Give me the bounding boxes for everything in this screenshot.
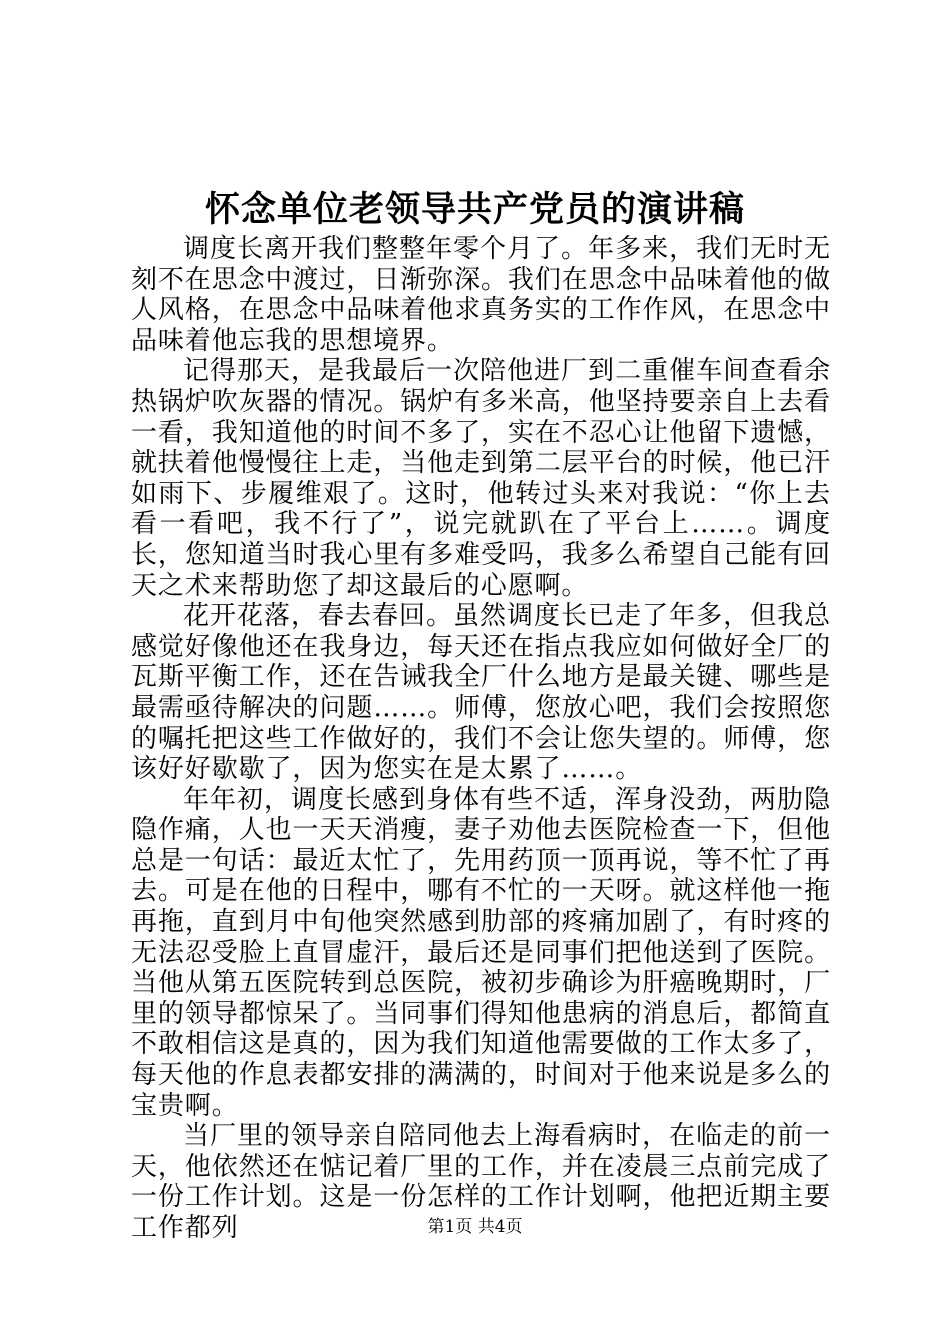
paragraph: 记得那天，是我最后一次陪他进厂到二重催车间查看余热锅炉吹灰器的情况。锅炉有多米高，他坚持要亲自上去看一看，我知道他的时间不多了，实在不忍心让他留下遗憾，就扶着他慢慢往上走，当他走到第二层平台的时候，他已汗如雨下、步履维艰了。这时，他转过头来对我说：“你上去看一看吧，我不行了”，说完就趴在了平台上……。调度长，您知道当时我心里有多难受吗，我多么希望自己能有回天之术来帮助您了却这最后的心愿啊。 bbox=[131, 356, 831, 601]
paragraph: 花开花落，春去春回。虽然调度长已走了年多，但我总感觉好像他还在我身边，每天还在指点我应如何做好全厂的瓦斯平衡工作，还在告诫我全厂什么地方是最关键、哪些是最需亟待解决的问题……。师傅，您放心吧，我们会按照您的嘱托把这些工作做好的，我们不会让您失望的。师傅，您该好好歇歇了，因为您实在是太累了……。 bbox=[131, 601, 831, 785]
paragraph: 年年初，调度长感到身体有些不适，浑身没劲，两肋隐隐作痛，人也一天天消瘦，妻子劝他去医院检查一下，但他总是一句话：最近太忙了，先用药顶一顶再说，等不忙了再去。可是在他的日程中，哪有不忙的一天呀。就这样他一拖再拖，直到月中旬他突然感到肋部的疼痛加剧了，有时疼的无法忍受脸上直冒虚汗，最后还是同事们把他送到了医院。当他从第五医院转到总医院，被初步确诊为肝癌晚期时，厂里的领导都惊呆了。当同事们得知他患病的消息后，都简直不敢相信这是真的，因为我们知道他需要做的工作太多了，每天他的作息表都安排的满满的，时间对于他来说是多么的宝贵啊。 bbox=[131, 784, 831, 1121]
document-title: 怀念单位老领导共产党员的演讲稿 bbox=[204, 189, 745, 230]
page-number: 第1页 共4页 bbox=[427, 1217, 523, 1237]
paragraph: 当厂里的领导亲自陪同他去上海看病时，在临走的前一天，他依然还在惦记着厂里的工作，并在凌晨三点前完成了一份工作计划。这是一份怎样的工作计划啊，他把近期主要工作都列 bbox=[131, 1121, 831, 1243]
paragraph: 调度长离开我们整整年零个月了。年多来，我们无时无刻不在思念中渡过，日渐弥深。我们在思念中品味着他的做人风格，在思念中品味着他求真务实的工作作风，在思念中品味着他忘我的思想境界。 bbox=[131, 234, 831, 356]
document-body bbox=[131, 234, 831, 1244]
